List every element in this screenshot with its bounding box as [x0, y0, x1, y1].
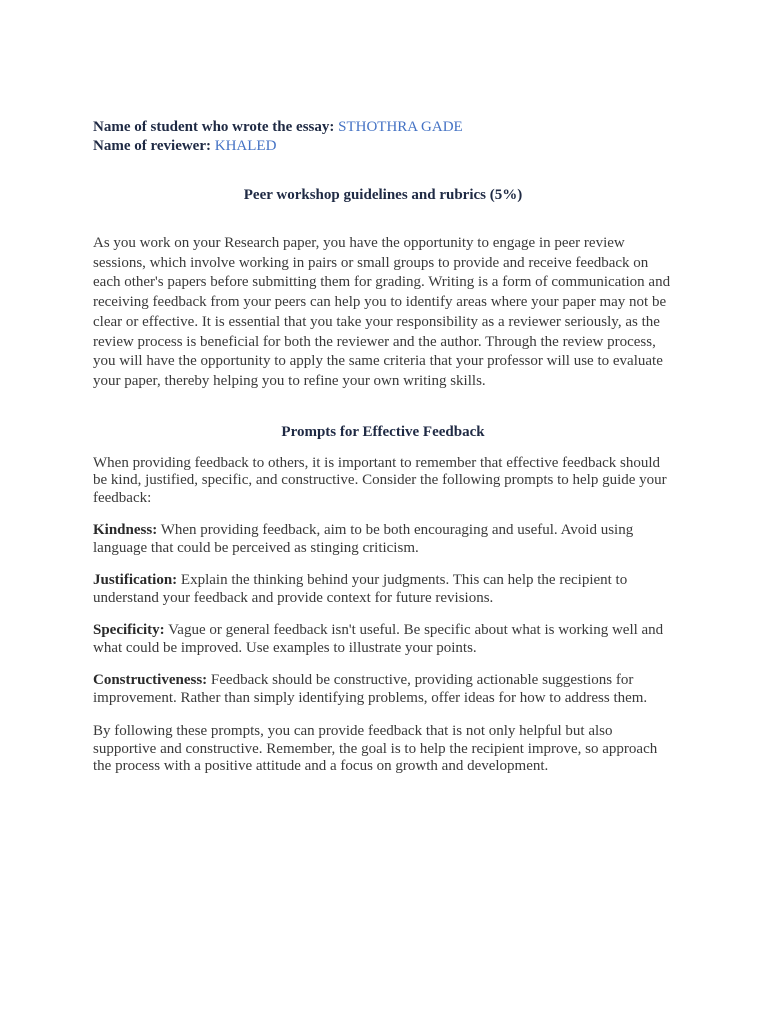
prompt-text: Explain the thinking behind your judgments. This can help the recipient to understand your feedback and provide context for future revisions. [93, 572, 628, 606]
closing-paragraph: By following these prompts, you can provide feedback that is not only helpful but also supportive and constructive. Remember, the goal is to help the recipient improve, so approach the process with a positive attitude and a focus on growth and development. [93, 723, 658, 775]
prompt-kindness [93, 522, 673, 557]
prompt-text: Feedback should be constructive, providing actionable suggestions for improvement. Rather than simply identifying problems, offer ideas for how to address them. [93, 672, 648, 706]
prompt-term: Constructiveness: [93, 672, 208, 689]
reviewer-name-value: KHALED [214, 138, 277, 154]
intro-paragraph: As you work on your Research paper, you have the opportunity to engage in peer review sessions, which involve working in pairs or small groups to provide and receive feedback on each other's papers before submitting them for grading. Writing is a form of communication and receiving feedback from your peers can help you to identify areas where your paper may not be clear or effective. It is essential that you take your responsibility as a reviewer seriously, as the review process is beneficial for both the reviewer and the author. Through the review process, you will have the opportunity to apply the same criteria that your professor will use to evaluate your paper, thereby helping you to refine your own writing skills. [93, 235, 671, 389]
student-name-value: STHOTHRA GADE [338, 119, 463, 135]
reviewer-name-label: Name of reviewer: [93, 138, 211, 154]
prompts-lead-paragraph: When providing feedback to others, it is important to remember that effective feedback should be kind, justified, specific, and constructive. Consider the following prompts to help guide your feedback: [93, 454, 667, 506]
student-name-line [93, 118, 673, 137]
prompt-specificity [93, 622, 673, 657]
prompt-term: Justification: [93, 572, 178, 589]
document-body [93, 118, 673, 776]
section-heading-prompts: Prompts for Effective Feedback [281, 423, 485, 440]
reviewer-name-line [93, 137, 673, 156]
prompt-term: Specificity: [93, 622, 165, 639]
prompt-constructiveness [93, 672, 673, 707]
prompt-text: When providing feedback, aim to be both encouraging and useful. Avoid using language that could be perceived as stinging criticism. [93, 522, 634, 556]
prompt-justification [93, 572, 673, 607]
prompt-text: Vague or general feedback isn't useful. Be specific about what is working well and what could be improved. Use examples to illustrate your points. [93, 622, 664, 656]
prompt-term: Kindness: [93, 522, 158, 539]
section-heading-guidelines: Peer workshop guidelines and rubrics (5%) [243, 187, 523, 203]
student-name-label: Name of student who wrote the essay: [93, 119, 335, 135]
